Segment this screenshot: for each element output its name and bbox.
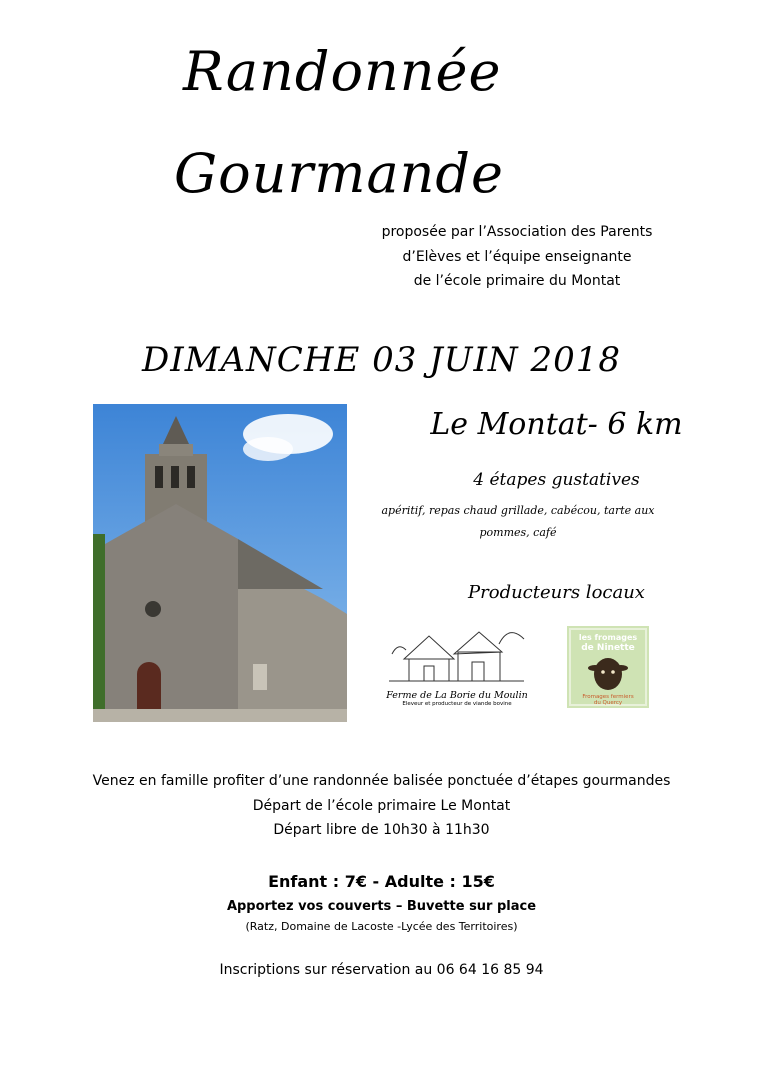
svg-text:du Quercy: du Quercy bbox=[593, 700, 623, 706]
location-distance: Le Montat- 6 km bbox=[430, 407, 683, 442]
stages-heading: 4 étapes gustatives bbox=[473, 470, 640, 490]
svg-text:de Ninette: de Ninette bbox=[581, 643, 635, 653]
church-photo bbox=[93, 404, 347, 722]
organizer-line-1: proposée par l’Association des Parents bbox=[381, 224, 653, 240]
farm-house-drawing bbox=[384, 614, 530, 686]
farm-logo-subtext: Eleveur et producteur de viande bovine bbox=[402, 701, 512, 707]
organizer-line-3: de l’école primaire du Montat bbox=[413, 273, 621, 289]
farm-logo bbox=[384, 614, 530, 708]
organizer-line-2: d’Elèves et l’équipe enseignante bbox=[402, 249, 632, 265]
cheese-logo bbox=[567, 626, 649, 708]
info-line-3: Départ libre de 10h30 à 11h30 bbox=[273, 822, 490, 838]
registration-contact: Inscriptions sur réservation au 06 64 16 85 94 bbox=[219, 962, 544, 978]
stages-menu: apéritif, repas chaud grillade, cabécou, tarte aux pommes, café bbox=[381, 504, 655, 539]
svg-text:les fromages: les fromages bbox=[578, 633, 638, 642]
title-line-1: Randonnée bbox=[183, 40, 502, 103]
event-date: DIMANCHE 03 JUIN 2018 bbox=[142, 340, 621, 380]
producers-heading: Producteurs locaux bbox=[468, 582, 645, 603]
prices: Enfant : 7€ - Adulte : 15€ bbox=[268, 872, 495, 891]
info-line-2: Départ de l’école primaire Le Montat bbox=[252, 798, 511, 814]
bring-notice: Apportez vos couverts – Buvette sur place bbox=[226, 899, 537, 914]
farm-logo-name: Ferme de La Borie du Moulin bbox=[386, 690, 528, 701]
svg-text:Fromages fermiers: Fromages fermiers bbox=[582, 694, 634, 700]
partners: (Ratz, Domaine de Lacoste -Lycée des Territoires) bbox=[245, 920, 518, 933]
info-line-1: Venez en famille profiter d’une randonnée balisée ponctuée d’étapes gourmandes bbox=[92, 773, 671, 789]
title-line-2: Gourmande bbox=[174, 142, 504, 205]
